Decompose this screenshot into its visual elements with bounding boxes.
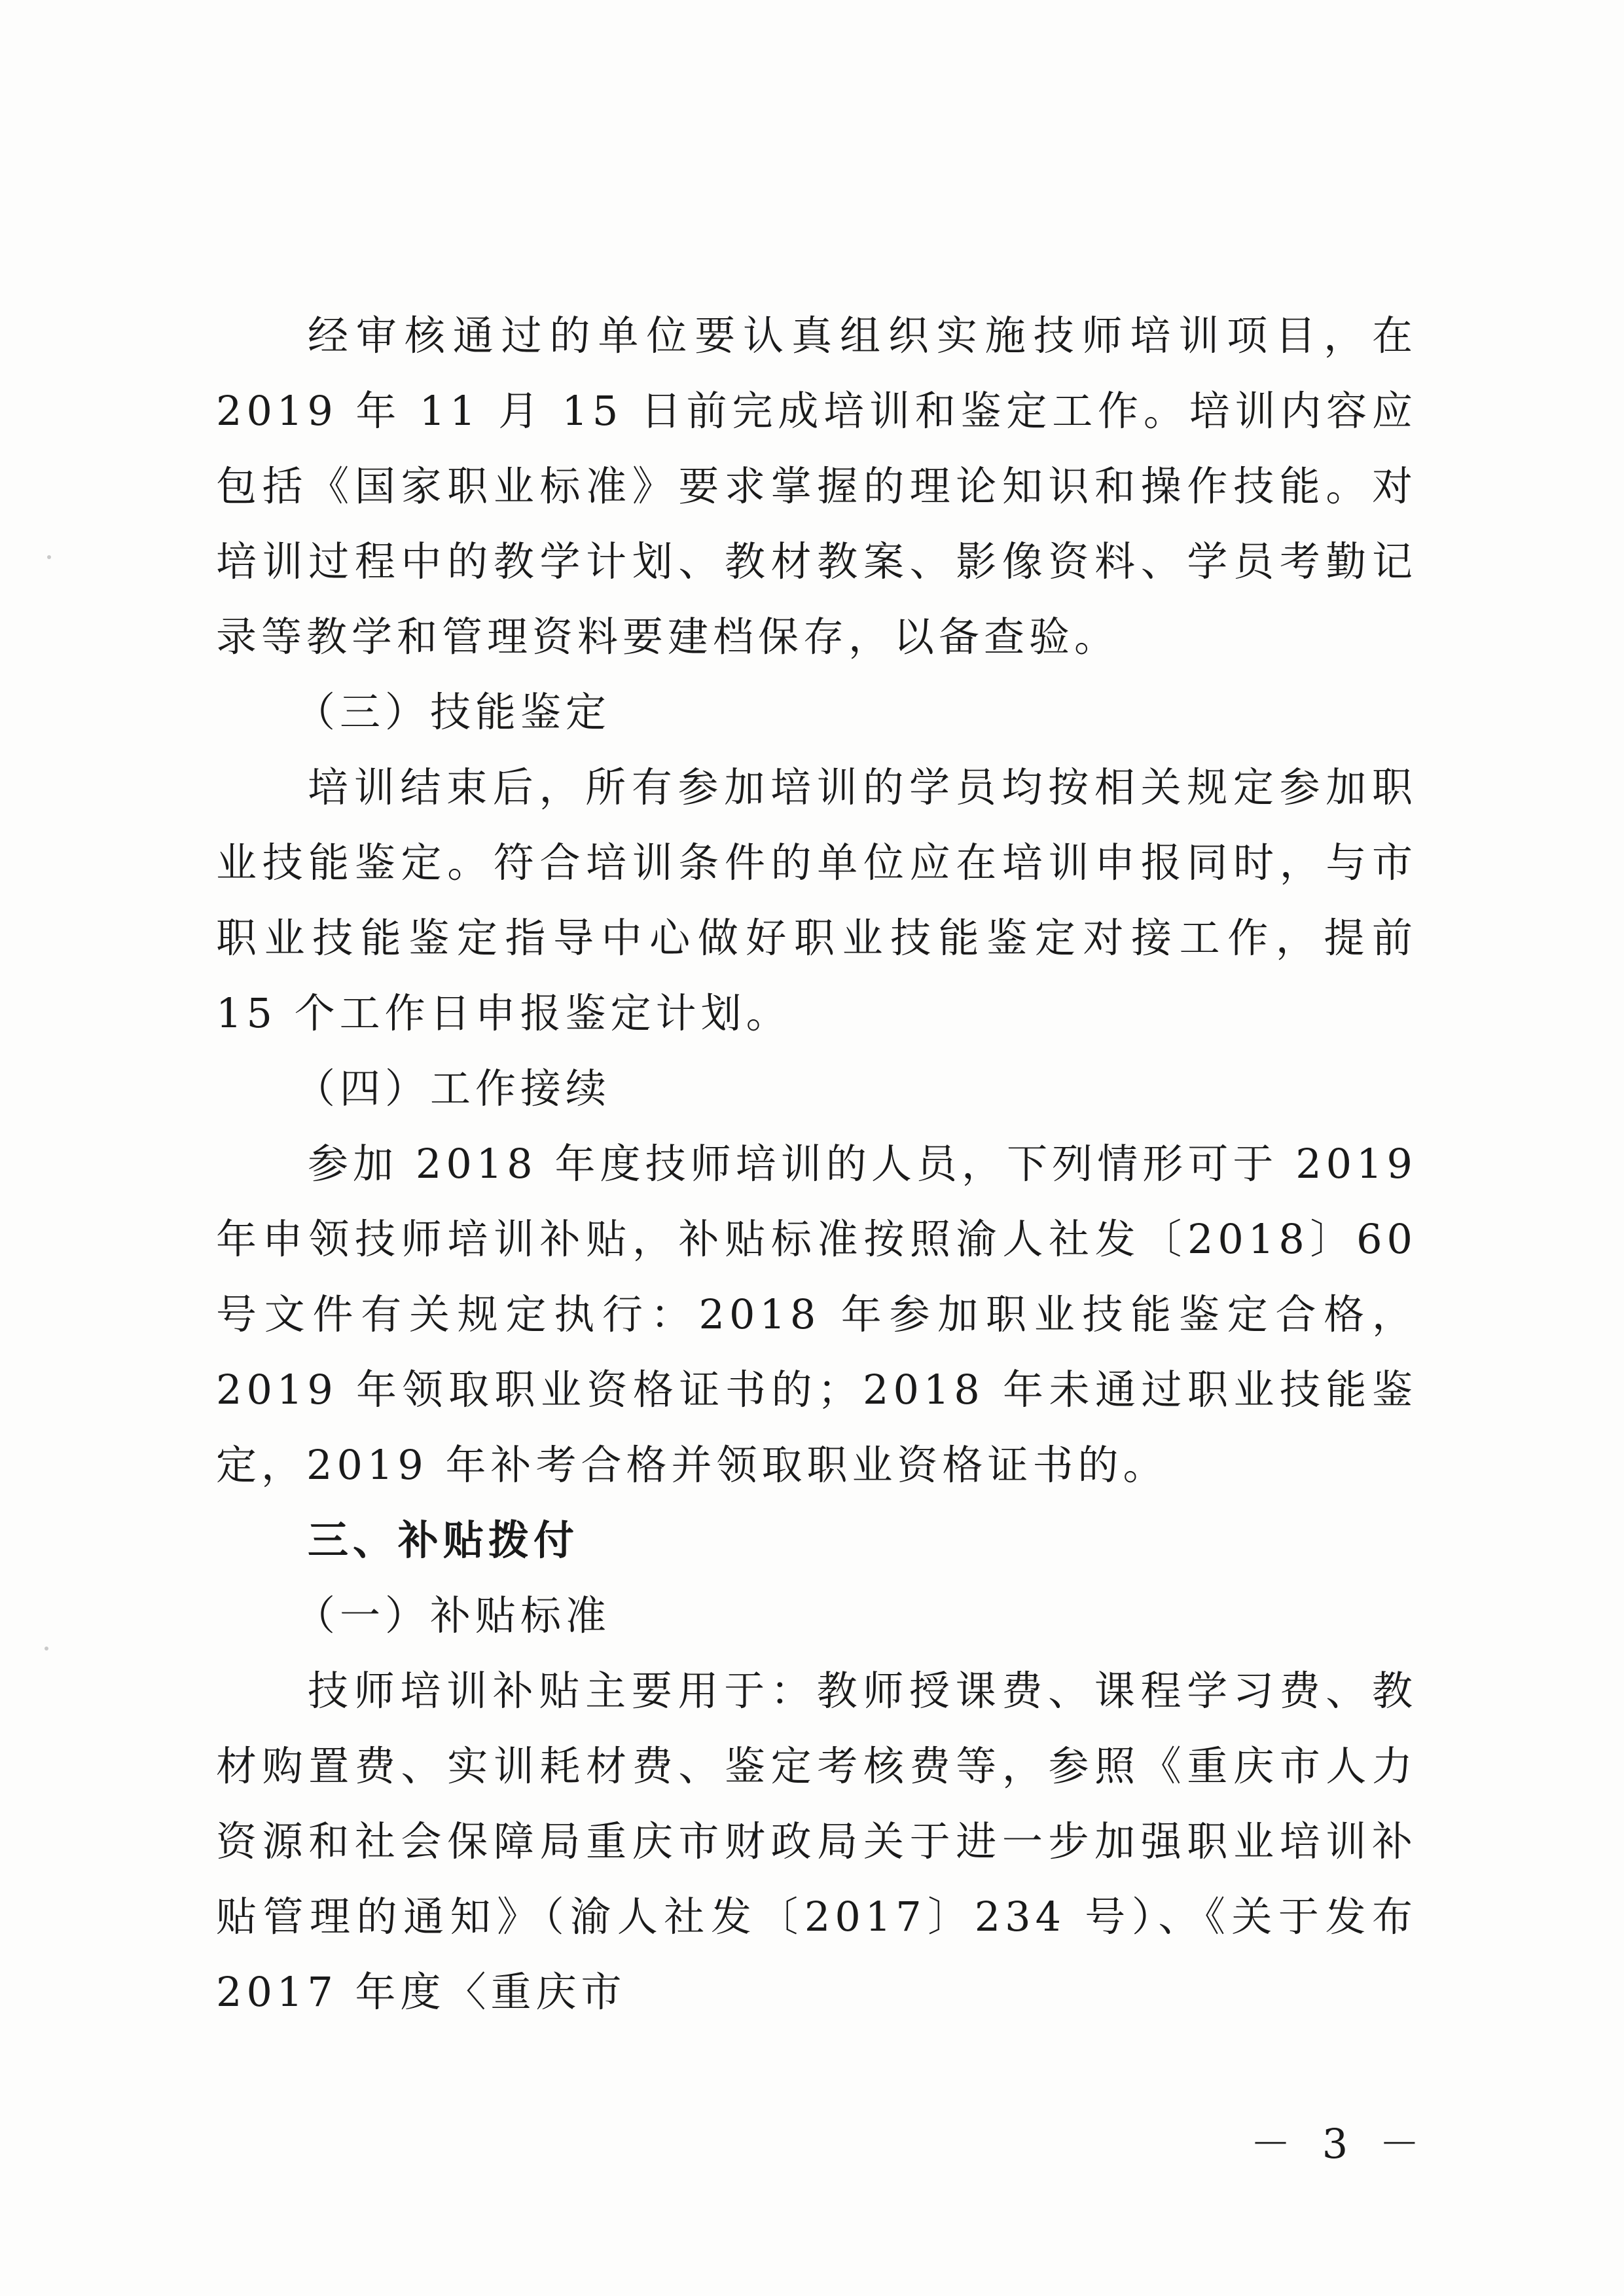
paragraph-training-implementation: 经审核通过的单位要认真组织实施技师培训项目，在 2019 年 11 月 15 日前完成培训和鉴定工作。培训内容应包括《国家职业标准》要求掌握的理论知识和操作技能。对培训过程中的教学计划、教材教案、影像资料、学员考勤记录等教学和管理资料要建档保存，以备查验。 [216,312,1417,661]
scan-speck [47,555,51,559]
section-heading-subsidy-payment: 三、补贴拨付 [308,1516,579,1564]
paragraph-skill-appraisal: 培训结束后，所有参加培训的学员均按相关规定参加职业技能鉴定。符合培训条件的单位应在培训申报同时，与市职业技能鉴定指导中心做好职业技能鉴定对接工作，提前 15 个工作日申报鉴定计划。 [216,763,1417,1037]
subheading-work-continuation: （四）工作接续 [295,1065,611,1112]
subheading-subsidy-standard: （一）补贴标准 [295,1592,611,1639]
paragraph-subsidy-standard: 技师培训补贴主要用于：教师授课费、课程学习费、教材购置费、实训耗材费、鉴定考核费等，参照《重庆市人力资源和社会保障局重庆市财政局关于进一步加强职业培训补贴管理的通知》（渝人社发〔2017〕234 号）、《关于发布 2017 年度〈重庆市 [216,1667,1417,2016]
paragraph-work-continuation: 参加 2018 年度技师培训的人员，下列情形可于 2019 年申领技师培训补贴，补贴标准按照渝人社发〔2018〕60 号文件有关规定执行：2018 年参加职业技能鉴定合格，2019 年领取职业资格证书的；2018 年未通过职业技能鉴定，2019 年补考合格并领取职业资格证书的。 [216,1140,1417,1489]
page-number: － 3 － [1250,2120,1429,2168]
subheading-skill-appraisal: （三）技能鉴定 [295,688,611,736]
scan-speck [45,1647,48,1650]
document-body [216,298,1417,2030]
